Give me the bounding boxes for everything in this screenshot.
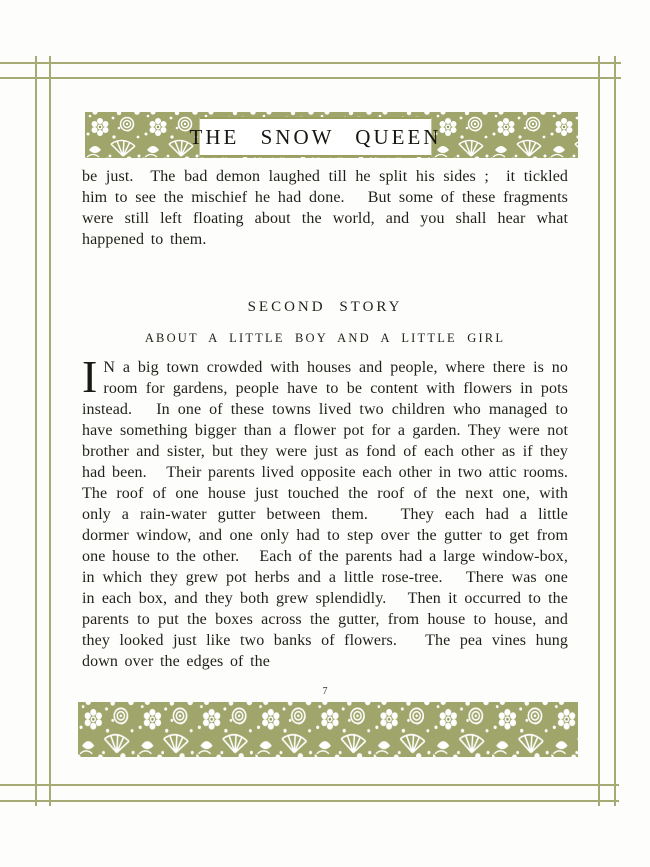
- story-paragraph: [82, 351, 588, 672]
- title-panel: [189, 117, 442, 157]
- footer-ornament-band: [78, 702, 578, 757]
- frame-top-outer-line: [0, 62, 621, 64]
- page-number: 7: [322, 686, 328, 697]
- section-heading: SECOND STORY: [247, 299, 403, 315]
- frame-bottom-inner-line: [0, 784, 619, 786]
- floral-engraving-icon: [78, 702, 578, 757]
- page-title: THE SNOW QUEEN: [189, 124, 442, 149]
- frame-bottom-outer-line: [0, 800, 619, 802]
- story-text: N a big town crowded with houses and people, where there is no room for gardens, people have to be content with flowers in pots instead. In one of these towns lived two children who managed to have something bigger than a flower pot for a garden. They were not brother and sister, but they were just as fond of each other as if they had been. Their parents lived opposite each other in two attic rooms. The roof of one house just touched the roof of the next one, with only a rain-water gutter between them. They each had a little dormer window, and one only had to step over the gutter to get from one house to the other. Each of the parents had a large window-box, in which they grew pot herbs and a little rose-tree. There was one in each box, and they both grew splendidly. Then it occurred to the parents to put the boxes across the gutter, from house to house, and they looked just like two banks of flowers. The pea vines hung down over the edges of the: [82, 359, 588, 670]
- section-subheading: ABOUT A LITTLE BOY AND A LITTLE GIRL: [144, 331, 506, 345]
- header-ornament-band: [85, 112, 578, 158]
- intro-paragraph: be just. The bad demon laughed till he split his sides ; it tickled him to see the mischief he had done. But some of these fragments were still left floating about the world, and you shall hear what happened to them.: [82, 168, 575, 248]
- frame-top-inner-line: [0, 77, 621, 79]
- drop-cap: I: [82, 351, 98, 402]
